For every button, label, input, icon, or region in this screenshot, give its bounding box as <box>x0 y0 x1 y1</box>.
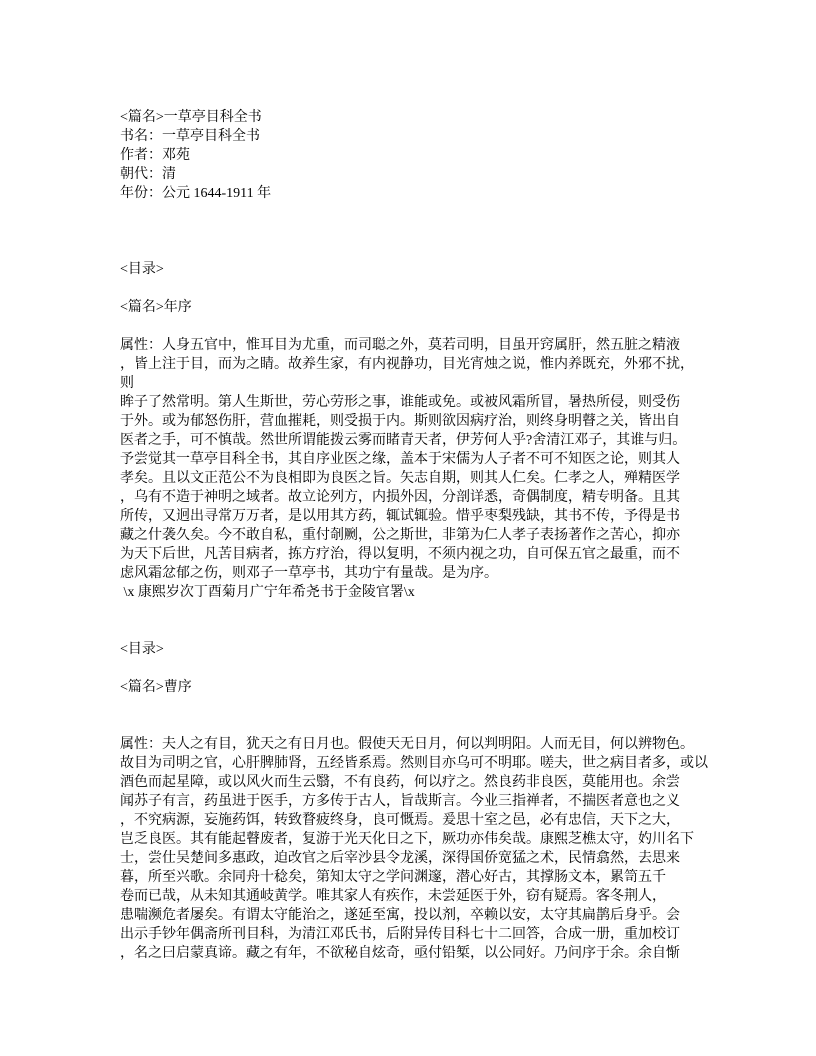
text-line: ，名之曰启蒙真谛。藏之有年，不欲秘自炫奇，亟付铅椠，以公同好。乃问序于余。余自惭 <box>120 946 680 961</box>
text-line: ，乌有不造于神明之域者。故立论列方，内损外因，分剖详悉，奇偶制度，精专明备。且其 <box>120 490 680 505</box>
text-line: 书名：一草亭目科全书 <box>120 129 260 144</box>
text-line: 予尝觉其一草亭目科全书，其自序业医之缘，盖本于宋儒为人子者不可不知医之论，则其人 <box>120 452 680 467</box>
text-line: <篇名>年序 <box>120 300 192 315</box>
text-line: \x 康熙岁次丁酉菊月广宁年希尧书于金陵官署\x <box>120 585 415 600</box>
text-line: 藏之什袭久矣。今不敢自私，重付剞劂，公之斯世，非第为仁人孝子表扬著作之苦心，抑亦 <box>120 528 680 543</box>
text-line: 患喘濒危者屡矣。有谓太守能治之，遂延至寓，投以剂，卒赖以安，太守其扁鹊后身乎。会 <box>120 908 680 923</box>
text-line: 医者之手，可不慎哉。然世所谓能拨云雾而睹青天者，伊芳何人乎?舍清江邓子，其谁与归。 <box>120 433 687 448</box>
text-line: 属性：人身五官中，惟耳目为尤重，而司聪之外，莫若司明，目虽开窍属肝，然五脏之精液 <box>120 338 680 353</box>
text-line <box>120 602 726 621</box>
text-line: 所传，又迥出寻常万万者，是以用其方药，辄试辄验。惜乎枣梨残缺，其书不传，予得是书 <box>120 509 680 524</box>
text-line: 属性：夫人之有目，犹天之有日月也。假使天无日月，何以判明阳。人而无目，何以辨物色。 <box>120 737 694 752</box>
document-text <box>120 108 726 963</box>
text-line <box>120 621 726 640</box>
text-line: 故目为司明之官，心肝脾肺肾，五经皆系焉。然则目亦乌可不明耶。嗟夫，世之病目者多，或以 <box>120 756 708 771</box>
text-line: 年份：公元 1644-1911 年 <box>120 186 272 201</box>
text-line <box>120 697 726 716</box>
text-line <box>120 659 726 678</box>
text-line: 于外。或为郁怒伤肝，营血摧耗，则受损于内。斯则欲因病疗治，则终身明瞽之关，皆出自 <box>120 414 680 429</box>
text-line <box>120 317 726 336</box>
text-line: 岂乏良医。其有能起瞽废者，复游于光天化日之下，厥功亦伟矣哉。康熙芝樵太守，妁川名下 <box>120 832 694 847</box>
text-line: 士，尝仕吴楚间多惠政，迫改官之后宰沙县令龙溪，深得国侨宽猛之术，民情翕然，去思来 <box>120 851 680 866</box>
text-line: <目录> <box>120 642 164 657</box>
text-line: 则 <box>120 376 134 391</box>
text-line <box>120 222 726 241</box>
text-line: 暮，所至兴歌。余同舟十稔矣，第知太守之学问渊邃，潜心好古，其撑肠文本，累笥五千 <box>120 870 666 885</box>
text-line: 酒色而起星障，或以风火而生云翳，不有良药，何以疗之。然良药非良医，莫能用也。余尝 <box>120 775 680 790</box>
text-line: 卷而已哉，从未知其通岐黄学。唯其家人有疾作，未尝延医于外，窃有疑焉。客冬荆人， <box>120 889 666 904</box>
text-line: 朝代：清 <box>120 167 176 182</box>
text-line: 孝矣。且以文正范公不为良相即为良医之旨。矢志自期，则其人仁矣。仁孝之人，殚精医学 <box>120 471 680 486</box>
text-line <box>120 203 726 222</box>
text-line: <目录> <box>120 262 164 277</box>
text-line: 眸子了然常明。第人生斯世，劳心劳形之事，谁能或免。或被风霜所冒，暑热所侵，则受伤 <box>120 395 680 410</box>
text-line <box>120 279 726 298</box>
text-line: 为天下后世，凡苦目病者，拣方疗治，得以复明，不须内视之功，自可保五官之最重，而不 <box>120 547 680 562</box>
text-line: 作者：邓苑 <box>120 148 190 163</box>
text-line: <篇名>曹序 <box>120 680 192 695</box>
text-line: ，不究病源，妄施药饵，转致瞀疲终身，良可慨焉。爰思十室之邑，必有忠信，天下之大， <box>120 813 680 828</box>
text-line <box>120 241 726 260</box>
text-line: <篇名>一草亭目科全书 <box>120 110 262 125</box>
text-line: 闻苏子有言，药虽进于医手，方多传于古人，旨哉斯言。今业三指禅者，不揣医者意也之义 <box>120 794 680 809</box>
text-line <box>120 716 726 735</box>
text-line: 虑风霜忿郁之伤，则邓子一草亭书，其功宁有量哉。是为序。 <box>120 566 498 581</box>
text-line: ，皆上注于目，而为之睛。故养生家，有内视静功，目光宵烛之说，惟内养既充，外邪不扰， <box>120 357 694 372</box>
text-line: 出示手钞年偶斋所刊目科，为清江邓氏书，后附异传目科七十二回答，合成一册，重加校订 <box>120 927 680 942</box>
